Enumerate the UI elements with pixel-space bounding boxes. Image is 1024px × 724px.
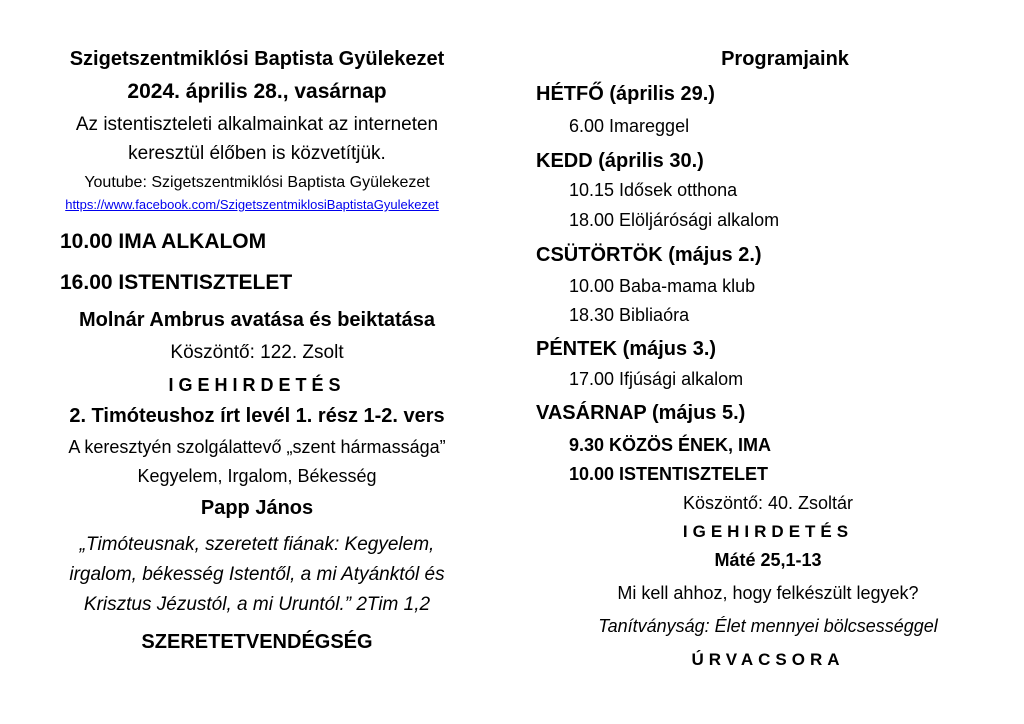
monday-item-1: 6.00 Imareggel (569, 116, 690, 136)
day-friday: PÉNTEK (május 3.) (536, 338, 717, 360)
intro-line-1: Az istentiszteleti alkalmainkat az interneten (75, 114, 439, 135)
quote-line-2: irgalom, békesség Istentől, a mi Atyánktól és (69, 564, 445, 585)
communion: ÚRVACSORA (691, 650, 845, 669)
prayer-meeting: 10.00 IMA ALKALOM (60, 230, 267, 253)
sunday-scripture: Máté 25,1-13 (714, 550, 822, 570)
tuesday-item-1: 10.15 Idősek otthona (569, 180, 738, 200)
sunday-question: Mi kell ahhoz, hogy felkészült legyek? (617, 583, 919, 603)
sunday-theme: Tanítványság: Élet mennyei bölcsességgel (598, 616, 938, 636)
worship-service: 16.00 ISTENTISZTELET (60, 271, 293, 294)
greeting-psalm: Köszöntő: 122. Zsolt (170, 342, 344, 363)
sermon-title: A keresztyén szolgálattevő „szent hármassága” (68, 437, 446, 457)
facebook-link[interactable]: https://www.facebook.com/SzigetszentmiklosiBaptistaGyulekezet (65, 197, 439, 212)
friday-item-1: 17.00 Ifjúsági alkalom (569, 369, 744, 389)
service-date: 2024. április 28., vasárnap (127, 80, 387, 103)
sunday-item-2: 10.00 ISTENTISZTELET (569, 464, 769, 484)
day-tuesday: KEDD (április 30.) (536, 150, 704, 172)
day-monday: HÉTFŐ (április 29.) (536, 83, 715, 105)
church-name: Szigetszentmiklósi Baptista Gyülekezet (69, 48, 445, 70)
facebook-link-wrap (65, 196, 439, 214)
intro-line-2: keresztül élőben is közvetítjük. (128, 143, 386, 164)
sermon-subtitle: Kegyelem, Irgalom, Békesség (137, 466, 377, 486)
thursday-item-1: 10.00 Baba-mama klub (569, 276, 756, 296)
sermon-heading: IGEHIRDETÉS (168, 375, 346, 395)
closing-fellowship: SZERETETVENDÉGSÉG (141, 631, 373, 653)
sunday-greeting: Köszöntő: 40. Zsoltár (682, 493, 854, 513)
day-sunday: VASÁRNAP (május 5.) (536, 402, 746, 424)
youtube-channel: Youtube: Szigetszentmiklósi Baptista Gyülekezet (84, 174, 430, 191)
tuesday-item-2: 18.00 Elöljárósági alkalom (569, 210, 780, 230)
quote-line-3: Krisztus Jézustól, a mi Uruntól.” 2Tim 1,2 (83, 594, 431, 615)
scripture-reference: 2. Timóteushoz írt levél 1. rész 1-2. vers (69, 405, 445, 427)
sunday-sermon-heading: IGEHIRDETÉS (682, 522, 854, 541)
preacher-name: Papp János (200, 497, 314, 519)
programs-heading: Programjaink (721, 48, 849, 70)
sunday-item-1: 9.30 KÖZÖS ÉNEK, IMA (569, 435, 772, 455)
thursday-item-2: 18.30 Bibliaóra (569, 305, 690, 325)
event-title: Molnár Ambrus avatása és beiktatása (78, 309, 436, 331)
quote-line-1: „Timóteusnak, szeretett fiának: Kegyelem, (79, 534, 435, 555)
day-thursday: CSÜTÖRTÖK (május 2.) (536, 244, 762, 266)
